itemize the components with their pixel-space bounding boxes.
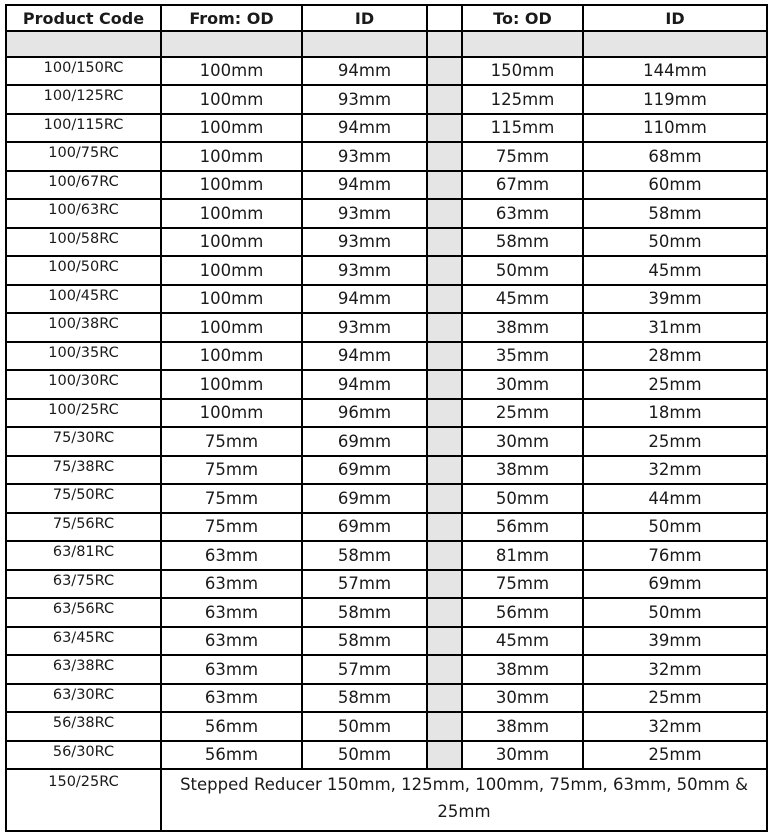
blank-cell	[462, 31, 583, 57]
table-row	[6, 142, 767, 171]
from-od-cell: 100mm	[161, 370, 302, 399]
product-code-cell: 100/115RC	[6, 114, 161, 143]
from-id-cell: 69mm	[302, 484, 427, 513]
header-spacer	[427, 5, 462, 31]
product-code-cell: 63/75RC	[6, 570, 161, 599]
to-id-cell: 45mm	[583, 256, 767, 285]
spacer-cell	[427, 741, 462, 770]
from-od-cell: 56mm	[161, 741, 302, 770]
spacer-cell	[427, 655, 462, 684]
table-row	[6, 228, 767, 257]
from-id-cell: 50mm	[302, 741, 427, 770]
product-code-cell: 75/30RC	[6, 427, 161, 456]
to-id-cell: 44mm	[583, 484, 767, 513]
from-od-cell: 100mm	[161, 57, 302, 86]
header-product-code: Product Code	[6, 5, 161, 31]
blank-cell	[427, 31, 462, 57]
to-od-cell: 30mm	[462, 741, 583, 770]
table-row	[6, 199, 767, 228]
to-id-cell: 58mm	[583, 199, 767, 228]
spacer-cell	[427, 513, 462, 542]
from-od-cell: 75mm	[161, 456, 302, 485]
to-id-cell: 25mm	[583, 684, 767, 713]
to-id-cell: 119mm	[583, 85, 767, 114]
spacer-cell	[427, 712, 462, 741]
header-row	[6, 5, 767, 31]
from-id-cell: 69mm	[302, 513, 427, 542]
to-od-cell: 38mm	[462, 456, 583, 485]
table-row	[6, 171, 767, 200]
table-row	[6, 712, 767, 741]
header-to-id: ID	[583, 5, 767, 31]
table-row	[6, 456, 767, 485]
product-code-cell: 100/25RC	[6, 399, 161, 428]
from-od-cell: 63mm	[161, 570, 302, 599]
stepped-reducer-description: Stepped Reducer 150mm, 125mm, 100mm, 75mm, 63mm, 50mm & 25mm	[161, 769, 767, 831]
product-code-cell: 56/38RC	[6, 712, 161, 741]
to-id-cell: 32mm	[583, 655, 767, 684]
spacer-cell	[427, 684, 462, 713]
from-id-cell: 93mm	[302, 142, 427, 171]
to-id-cell: 28mm	[583, 342, 767, 371]
to-od-cell: 75mm	[462, 142, 583, 171]
to-id-cell: 32mm	[583, 712, 767, 741]
from-od-cell: 56mm	[161, 712, 302, 741]
to-id-cell: 60mm	[583, 171, 767, 200]
from-od-cell: 100mm	[161, 285, 302, 314]
to-od-cell: 50mm	[462, 256, 583, 285]
to-od-cell: 38mm	[462, 712, 583, 741]
from-od-cell: 100mm	[161, 199, 302, 228]
spacer-cell	[427, 427, 462, 456]
to-od-cell: 30mm	[462, 370, 583, 399]
from-id-cell: 93mm	[302, 85, 427, 114]
from-od-cell: 63mm	[161, 684, 302, 713]
from-id-cell: 94mm	[302, 57, 427, 86]
from-id-cell: 93mm	[302, 228, 427, 257]
from-id-cell: 93mm	[302, 256, 427, 285]
header-to-od: To: OD	[462, 5, 583, 31]
spacer-cell	[427, 570, 462, 599]
product-code-cell: 100/125RC	[6, 85, 161, 114]
table-row	[6, 285, 767, 314]
table-row	[6, 342, 767, 371]
from-od-cell: 100mm	[161, 256, 302, 285]
table-row	[6, 570, 767, 599]
reducer-spec-table	[5, 4, 768, 832]
from-id-cell: 57mm	[302, 655, 427, 684]
from-od-cell: 100mm	[161, 171, 302, 200]
from-id-cell: 93mm	[302, 199, 427, 228]
stepped-reducer-row	[6, 769, 767, 831]
from-id-cell: 94mm	[302, 370, 427, 399]
to-id-cell: 31mm	[583, 313, 767, 342]
to-id-cell: 25mm	[583, 370, 767, 399]
from-id-cell: 69mm	[302, 456, 427, 485]
header-from-od: From: OD	[161, 5, 302, 31]
shaded-blank-row	[6, 31, 767, 57]
to-od-cell: 30mm	[462, 684, 583, 713]
from-od-cell: 100mm	[161, 342, 302, 371]
from-od-cell: 63mm	[161, 598, 302, 627]
from-od-cell: 100mm	[161, 85, 302, 114]
to-od-cell: 75mm	[462, 570, 583, 599]
to-id-cell: 50mm	[583, 228, 767, 257]
table-row	[6, 627, 767, 656]
to-id-cell: 32mm	[583, 456, 767, 485]
from-id-cell: 58mm	[302, 541, 427, 570]
spacer-cell	[427, 484, 462, 513]
to-od-cell: 35mm	[462, 342, 583, 371]
spacer-cell	[427, 370, 462, 399]
to-id-cell: 144mm	[583, 57, 767, 86]
to-id-cell: 25mm	[583, 741, 767, 770]
spacer-cell	[427, 114, 462, 143]
spacer-cell	[427, 627, 462, 656]
spacer-cell	[427, 342, 462, 371]
product-code-cell: 150/25RC	[6, 769, 161, 831]
to-od-cell: 67mm	[462, 171, 583, 200]
product-code-cell: 63/81RC	[6, 541, 161, 570]
from-id-cell: 94mm	[302, 342, 427, 371]
spacer-cell	[427, 541, 462, 570]
from-id-cell: 57mm	[302, 570, 427, 599]
to-od-cell: 56mm	[462, 513, 583, 542]
blank-cell	[583, 31, 767, 57]
product-code-cell: 100/75RC	[6, 142, 161, 171]
to-od-cell: 115mm	[462, 114, 583, 143]
to-od-cell: 56mm	[462, 598, 583, 627]
product-code-cell: 100/35RC	[6, 342, 161, 371]
to-id-cell: 69mm	[583, 570, 767, 599]
product-code-cell: 56/30RC	[6, 741, 161, 770]
table-row	[6, 541, 767, 570]
to-od-cell: 125mm	[462, 85, 583, 114]
product-code-cell: 63/30RC	[6, 684, 161, 713]
from-od-cell: 100mm	[161, 142, 302, 171]
spacer-cell	[427, 85, 462, 114]
from-id-cell: 94mm	[302, 171, 427, 200]
product-code-cell: 63/45RC	[6, 627, 161, 656]
spacer-cell	[427, 57, 462, 86]
to-od-cell: 45mm	[462, 627, 583, 656]
from-id-cell: 94mm	[302, 114, 427, 143]
blank-cell	[6, 31, 161, 57]
product-code-cell: 75/38RC	[6, 456, 161, 485]
from-od-cell: 100mm	[161, 399, 302, 428]
to-od-cell: 30mm	[462, 427, 583, 456]
spacer-cell	[427, 171, 462, 200]
spacer-cell	[427, 313, 462, 342]
blank-cell	[302, 31, 427, 57]
from-id-cell: 58mm	[302, 684, 427, 713]
spacer-cell	[427, 399, 462, 428]
spacer-cell	[427, 142, 462, 171]
to-id-cell: 50mm	[583, 513, 767, 542]
from-od-cell: 75mm	[161, 513, 302, 542]
table-row	[6, 313, 767, 342]
from-od-cell: 75mm	[161, 484, 302, 513]
product-code-cell: 100/63RC	[6, 199, 161, 228]
from-od-cell: 100mm	[161, 114, 302, 143]
to-id-cell: 50mm	[583, 598, 767, 627]
product-code-cell: 100/45RC	[6, 285, 161, 314]
table-row	[6, 741, 767, 770]
to-id-cell: 39mm	[583, 627, 767, 656]
spacer-cell	[427, 456, 462, 485]
from-od-cell: 63mm	[161, 627, 302, 656]
from-od-cell: 100mm	[161, 313, 302, 342]
product-code-cell: 100/38RC	[6, 313, 161, 342]
product-code-cell: 100/67RC	[6, 171, 161, 200]
product-code-cell: 75/50RC	[6, 484, 161, 513]
product-code-cell: 100/58RC	[6, 228, 161, 257]
from-id-cell: 58mm	[302, 627, 427, 656]
to-id-cell: 68mm	[583, 142, 767, 171]
to-id-cell: 110mm	[583, 114, 767, 143]
to-id-cell: 39mm	[583, 285, 767, 314]
spacer-cell	[427, 598, 462, 627]
from-od-cell: 63mm	[161, 541, 302, 570]
product-code-cell: 100/30RC	[6, 370, 161, 399]
table-row	[6, 256, 767, 285]
header-from-id: ID	[302, 5, 427, 31]
from-id-cell: 94mm	[302, 285, 427, 314]
to-od-cell: 50mm	[462, 484, 583, 513]
product-code-cell: 63/56RC	[6, 598, 161, 627]
product-code-cell: 63/38RC	[6, 655, 161, 684]
product-code-cell: 100/50RC	[6, 256, 161, 285]
table-row	[6, 655, 767, 684]
table-row	[6, 427, 767, 456]
table-row	[6, 370, 767, 399]
spacer-cell	[427, 199, 462, 228]
spacer-cell	[427, 285, 462, 314]
to-od-cell: 45mm	[462, 285, 583, 314]
to-od-cell: 25mm	[462, 399, 583, 428]
to-od-cell: 150mm	[462, 57, 583, 86]
from-id-cell: 58mm	[302, 598, 427, 627]
to-id-cell: 18mm	[583, 399, 767, 428]
table-row	[6, 85, 767, 114]
product-code-cell: 75/56RC	[6, 513, 161, 542]
to-id-cell: 76mm	[583, 541, 767, 570]
from-od-cell: 75mm	[161, 427, 302, 456]
from-id-cell: 96mm	[302, 399, 427, 428]
table-row	[6, 114, 767, 143]
from-od-cell: 100mm	[161, 228, 302, 257]
table-row	[6, 598, 767, 627]
from-od-cell: 63mm	[161, 655, 302, 684]
from-id-cell: 69mm	[302, 427, 427, 456]
to-od-cell: 38mm	[462, 655, 583, 684]
table-row	[6, 399, 767, 428]
table-row	[6, 484, 767, 513]
to-od-cell: 38mm	[462, 313, 583, 342]
to-od-cell: 63mm	[462, 199, 583, 228]
to-od-cell: 58mm	[462, 228, 583, 257]
blank-cell	[161, 31, 302, 57]
product-code-cell: 100/150RC	[6, 57, 161, 86]
from-id-cell: 93mm	[302, 313, 427, 342]
to-od-cell: 81mm	[462, 541, 583, 570]
table-row	[6, 57, 767, 86]
table-row	[6, 684, 767, 713]
spacer-cell	[427, 228, 462, 257]
spacer-cell	[427, 256, 462, 285]
to-id-cell: 25mm	[583, 427, 767, 456]
table-row	[6, 513, 767, 542]
from-id-cell: 50mm	[302, 712, 427, 741]
